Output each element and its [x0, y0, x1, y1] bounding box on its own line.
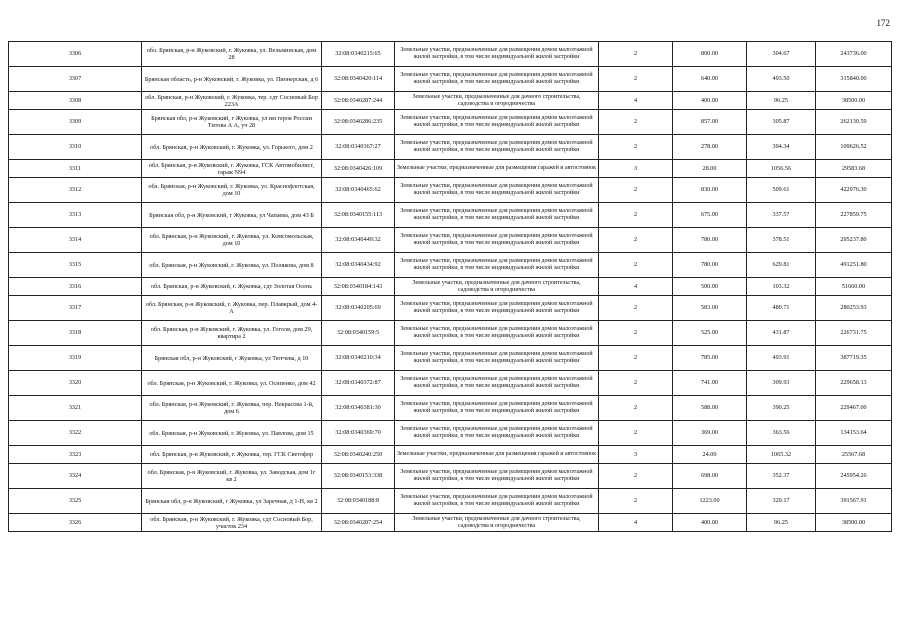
table-row [9, 160, 892, 178]
group-code-cell: 2 [599, 67, 673, 92]
address-cell: Брянская обл, р-н Жуковский, г Жуковка, ул Чапаева, дом 43 Б [142, 203, 322, 228]
cadastral-value-cell: 38500.00 [816, 514, 892, 532]
table-row [9, 371, 892, 396]
land-use-cell: Земельные участки, предназначенные для дачного строительства, садоводства и огородничества [395, 278, 599, 296]
row-number-cell: 3319 [9, 346, 142, 371]
cadastral-number-cell: 32:08:0340465:62 [322, 178, 395, 203]
area-cell: 28.00 [673, 160, 747, 178]
rate-cell: 390.25 [747, 396, 816, 421]
address-cell: обл. Брянская, р-н Жуковский, г. Жуковка, ул. Осипенко, дом 42 [142, 371, 322, 396]
group-code-cell: 2 [599, 178, 673, 203]
address-cell: обл. Брянская, р-н Жуковский, г. Жуковка, ул. Комсомольская, дом 10 [142, 228, 322, 253]
group-code-cell: 2 [599, 42, 673, 67]
table-row [9, 446, 892, 464]
cadastral-number-cell: 32:08:0340153:338 [322, 464, 395, 489]
table-row [9, 228, 892, 253]
cadastral-value-cell: 422976.30 [816, 178, 892, 203]
row-number-cell: 3306 [9, 42, 142, 67]
table-row [9, 514, 892, 532]
land-use-cell: Земельные участки, предназначенные для размещения домов малоэтажной жилой застройки, в том числе индивидуальной жилой застройки [395, 296, 599, 321]
address-cell: обл. Брянская, р-н Жуковский, г. Жуковка, ул. Павлова, дом 15 [142, 421, 322, 446]
address-cell: обл. Брянская, р-н Жуковский, г. Жуковка, ул. Полякова, дом 8 [142, 253, 322, 278]
page-number: 172 [876, 18, 890, 28]
cadastral-value-cell: 29583.68 [816, 160, 892, 178]
rate-cell: 378.51 [747, 228, 816, 253]
address-cell: обл. Брянская, р-н Жуковский, г. Жуковка, сдт Золотая Осень [142, 278, 322, 296]
row-number-cell: 3315 [9, 253, 142, 278]
land-use-cell: Земельные участки, предназначенные для размещения домов малоэтажной жилой застройки, в том числе индивидуальной жилой застройки [395, 228, 599, 253]
cadastral-value-cell: 262130.59 [816, 110, 892, 135]
area-cell: 1223.00 [673, 489, 747, 514]
cadastral-number-cell: 32:08:0340159:5 [322, 321, 395, 346]
land-use-cell: Земельные участки, предназначенные для размещения гаражей и автостоянок [395, 446, 599, 464]
land-use-cell: Земельные участки, предназначенные для размещения домов малоэтажной жилой застройки, в том числе индивидуальной жилой застройки [395, 421, 599, 446]
row-number-cell: 3312 [9, 178, 142, 203]
row-number-cell: 3316 [9, 278, 142, 296]
land-use-cell: Земельные участки, предназначенные для размещения домов малоэтажной жилой застройки, в том числе индивидуальной жилой застройки [395, 135, 599, 160]
rate-cell: 629.81 [747, 253, 816, 278]
land-use-cell: Земельные участки, предназначенные для размещения домов малоэтажной жилой застройки, в том числе индивидуальной жилой застройки [395, 67, 599, 92]
table-row [9, 67, 892, 92]
area-cell: 583.00 [673, 296, 747, 321]
cadastral-value-cell: 226731.75 [816, 321, 892, 346]
area-cell: 857.00 [673, 110, 747, 135]
rate-cell: 493.91 [747, 346, 816, 371]
row-number-cell: 3309 [9, 110, 142, 135]
table-row [9, 110, 892, 135]
cadastral-value-cell: 25567.68 [816, 446, 892, 464]
land-use-cell: Земельные участки, предназначенные для размещения домов малоэтажной жилой застройки, в том числе индивидуальной жилой застройки [395, 371, 599, 396]
cadastral-value-cell: 391567.91 [816, 489, 892, 514]
group-code-cell: 2 [599, 253, 673, 278]
table-row [9, 464, 892, 489]
cadastral-number-cell: 32:08:0340205:69 [322, 296, 395, 321]
rate-cell: 337.57 [747, 203, 816, 228]
group-code-cell: 2 [599, 421, 673, 446]
table-row [9, 92, 892, 110]
address-cell: Брянская обл, р-н Жуковский, г Жуковка, ул им героя России Титова А А, уч 28 [142, 110, 322, 135]
address-cell: обл. Брянская, р-н Жуковский, г. Жуковка, ГСК Автомобилист, гараж N94 [142, 160, 322, 178]
row-number-cell: 3318 [9, 321, 142, 346]
land-use-cell: Земельные участки, предназначенные для размещения домов малоэтажной жилой застройки, в том числе индивидуальной жилой застройки [395, 346, 599, 371]
row-number-cell: 3313 [9, 203, 142, 228]
cadastral-number-cell: 32:08:0340287:244 [322, 92, 395, 110]
rate-cell: 480.71 [747, 296, 816, 321]
rate-cell: 1056.56 [747, 160, 816, 178]
area-cell: 588.00 [673, 396, 747, 421]
rate-cell: 96.25 [747, 92, 816, 110]
row-number-cell: 3325 [9, 489, 142, 514]
group-code-cell: 2 [599, 489, 673, 514]
land-use-cell: Земельные участки, предназначенные для размещения домов малоэтажной жилой застройки, в том числе индивидуальной жилой застройки [395, 321, 599, 346]
cadastral-value-cell: 51660.00 [816, 278, 892, 296]
cadastral-number-cell: 32:08:0340426:109 [322, 160, 395, 178]
land-use-cell: Земельные участки, предназначенные для размещения домов малоэтажной жилой застройки, в том числе индивидуальной жилой застройки [395, 489, 599, 514]
cadastral-value-cell: 315840.00 [816, 67, 892, 92]
address-cell: обл. Брянская, р-н Жуковский, г. Жуковка, ул. Гоголя, дом 29, квартира 2 [142, 321, 322, 346]
rate-cell: 304.67 [747, 42, 816, 67]
table-row [9, 135, 892, 160]
group-code-cell: 2 [599, 464, 673, 489]
rate-cell: 509.61 [747, 178, 816, 203]
area-cell: 278.00 [673, 135, 747, 160]
group-code-cell: 2 [599, 396, 673, 421]
cadastral-number-cell: 32:08:0340369:70 [322, 421, 395, 446]
table-body [9, 42, 892, 532]
address-cell: обл. Брянская, р-н Жуковский, г. Жуковка, тер. ГСК Светофор [142, 446, 322, 464]
group-code-cell: 3 [599, 446, 673, 464]
address-cell: Брянская обл, р-н Жуковский, г Жуковка, ул Заречная, д 1-Н, кв 2 [142, 489, 322, 514]
group-code-cell: 2 [599, 110, 673, 135]
rate-cell: 394.34 [747, 135, 816, 160]
cadastral-number-cell: 32:08:0340155:113 [322, 203, 395, 228]
cadastral-value-cell: 491251.80 [816, 253, 892, 278]
rate-cell: 103.32 [747, 278, 816, 296]
rate-cell: 352.37 [747, 464, 816, 489]
area-cell: 640.00 [673, 67, 747, 92]
table-row [9, 42, 892, 67]
group-code-cell: 2 [599, 371, 673, 396]
area-cell: 741.00 [673, 371, 747, 396]
cadastral-value-cell: 387719.35 [816, 346, 892, 371]
cadastral-value-cell: 109626.52 [816, 135, 892, 160]
row-number-cell: 3311 [9, 160, 142, 178]
table-row [9, 321, 892, 346]
address-cell: обл. Брянская, р-н Жуковский, г. Жуковка, пер. Некрасова 1-й, дом 6 [142, 396, 322, 421]
address-cell: обл. Брянская, р-н Жуковский, г. Жуковка, ул. Заводская, дом 1г кв 2 [142, 464, 322, 489]
address-cell: обл. Брянская, р-н Жуковский, г. Жуковка, ул. Горького, дом 2 [142, 135, 322, 160]
rate-cell: 320.17 [747, 489, 816, 514]
land-use-cell: Земельные участки, предназначенные для размещения домов малоэтажной жилой застройки, в том числе индивидуальной жилой застройки [395, 464, 599, 489]
address-cell: обл. Брянская, р-н Жуковский, г. Жуковка, сдт Сосновый Бор, участок 234 [142, 514, 322, 532]
cadastral-number-cell: 32:08:0340434:92 [322, 253, 395, 278]
area-cell: 400.00 [673, 514, 747, 532]
table-row [9, 178, 892, 203]
cadastral-number-cell: 32:08:0340210:34 [322, 346, 395, 371]
row-number-cell: 3320 [9, 371, 142, 396]
address-cell: Брянская обл, р-н Жуковский, г Жуковка, ул Тютчева, д 10 [142, 346, 322, 371]
cadastral-value-cell: 229467.00 [816, 396, 892, 421]
rate-cell: 493.50 [747, 67, 816, 92]
cadastral-number-cell: 32:08:0340420:114 [322, 67, 395, 92]
cadastral-number-cell: 32:08:0340188:8 [322, 489, 395, 514]
group-code-cell: 2 [599, 346, 673, 371]
rate-cell: 1065.32 [747, 446, 816, 464]
row-number-cell: 3324 [9, 464, 142, 489]
row-number-cell: 3317 [9, 296, 142, 321]
land-use-cell: Земельные участки, предназначенные для размещения домов малоэтажной жилой застройки, в том числе индивидуальной жилой застройки [395, 203, 599, 228]
area-cell: 525.00 [673, 321, 747, 346]
cadastral-number-cell: 32:08:0340184:143 [322, 278, 395, 296]
row-number-cell: 3322 [9, 421, 142, 446]
row-number-cell: 3323 [9, 446, 142, 464]
rate-cell: 431.87 [747, 321, 816, 346]
cadastral-value-cell: 295237.80 [816, 228, 892, 253]
cadastral-value-cell: 243736.00 [816, 42, 892, 67]
cadastral-number-cell: 32:08:0340215:65 [322, 42, 395, 67]
land-use-cell: Земельные участки, предназначенные для размещения домов малоэтажной жилой застройки, в том числе индивидуальной жилой застройки [395, 396, 599, 421]
address-cell: обл. Брянская, р-н Жуковский, г. Жуковка, пер. Плавкрый, дом 4-А [142, 296, 322, 321]
land-use-cell: Земельные участки, предназначенные для размещения домов малоэтажной жилой застройки, в том числе индивидуальной жилой застройки [395, 42, 599, 67]
group-code-cell: 2 [599, 203, 673, 228]
cadastral-number-cell: 32:08:0340449:32 [322, 228, 395, 253]
row-number-cell: 3314 [9, 228, 142, 253]
cadastral-value-cell: 134153.64 [816, 421, 892, 446]
address-cell: обл. Брянская, р-н Жуковский, г. Жуковка, ул. Краснофлотская, дом 10 [142, 178, 322, 203]
table-row [9, 421, 892, 446]
group-code-cell: 4 [599, 514, 673, 532]
cadastral-value-cell: 229658.13 [816, 371, 892, 396]
rate-cell: 363.56 [747, 421, 816, 446]
address-cell: обл. Брянская, р-н Жуковский, г. Жуковка, тер. сдт Сосновый Бор 223А [142, 92, 322, 110]
group-code-cell: 2 [599, 135, 673, 160]
table-row [9, 278, 892, 296]
cadastral-number-cell: 32:08:0340367:27 [322, 135, 395, 160]
cadastral-number-cell: 32:08:0340240:250 [322, 446, 395, 464]
cadastral-number-cell: 32:08:0340372:87 [322, 371, 395, 396]
area-cell: 675.00 [673, 203, 747, 228]
area-cell: 369.00 [673, 421, 747, 446]
cadastral-number-cell: 32:08:0340286:235 [322, 110, 395, 135]
land-use-cell: Земельные участки, предназначенные для размещения домов малоэтажной жилой застройки, в том числе индивидуальной жилой застройки [395, 253, 599, 278]
table-row [9, 346, 892, 371]
row-number-cell: 3321 [9, 396, 142, 421]
land-use-cell: Земельные участки, предназначенные для дачного строительства, садоводства и огородничества [395, 92, 599, 110]
table-row [9, 489, 892, 514]
address-cell: обл. Брянская, р-н Жуковский, г. Жуковка, ул. Вельминская, дом 28 [142, 42, 322, 67]
row-number-cell: 3307 [9, 67, 142, 92]
land-use-cell: Земельные участки, предназначенные для размещения домов малоэтажной жилой застройки, в том числе индивидуальной жилой застройки [395, 110, 599, 135]
group-code-cell: 4 [599, 92, 673, 110]
group-code-cell: 4 [599, 278, 673, 296]
row-number-cell: 3326 [9, 514, 142, 532]
table-row [9, 296, 892, 321]
cadastral-value-cell: 38500.00 [816, 92, 892, 110]
area-cell: 780.00 [673, 253, 747, 278]
rate-cell: 96.25 [747, 514, 816, 532]
group-code-cell: 2 [599, 228, 673, 253]
group-code-cell: 2 [599, 321, 673, 346]
cadastral-value-cell: 227859.75 [816, 203, 892, 228]
rate-cell: 305.87 [747, 110, 816, 135]
table-row [9, 203, 892, 228]
rate-cell: 309.93 [747, 371, 816, 396]
area-cell: 698.00 [673, 464, 747, 489]
cadastral-value-cell: 245954.26 [816, 464, 892, 489]
cadastral-number-cell: 32:08:0340381:30 [322, 396, 395, 421]
group-code-cell: 3 [599, 160, 673, 178]
cadastral-value-cell: 280253.93 [816, 296, 892, 321]
row-number-cell: 3308 [9, 92, 142, 110]
area-cell: 500.00 [673, 278, 747, 296]
area-cell: 24.00 [673, 446, 747, 464]
group-code-cell: 2 [599, 296, 673, 321]
area-cell: 400.00 [673, 92, 747, 110]
land-registry-table [8, 41, 892, 532]
cadastral-number-cell: 32:08:0340287:254 [322, 514, 395, 532]
land-use-cell: Земельные участки, предназначенные для размещения гаражей и автостоянок [395, 160, 599, 178]
area-cell: 780.00 [673, 228, 747, 253]
land-use-cell: Земельные участки, предназначенные для размещения домов малоэтажной жилой застройки, в том числе индивидуальной жилой застройки [395, 178, 599, 203]
area-cell: 785.00 [673, 346, 747, 371]
land-use-cell: Земельные участки, предназначенные для дачного строительства, садоводства и огородничества [395, 514, 599, 532]
area-cell: 800.00 [673, 42, 747, 67]
row-number-cell: 3310 [9, 135, 142, 160]
table-row [9, 396, 892, 421]
address-cell: Брянская область, р-н Жуковский, г. Жуковка, ул. Пионерская, д 6 [142, 67, 322, 92]
table-row [9, 253, 892, 278]
area-cell: 830.00 [673, 178, 747, 203]
